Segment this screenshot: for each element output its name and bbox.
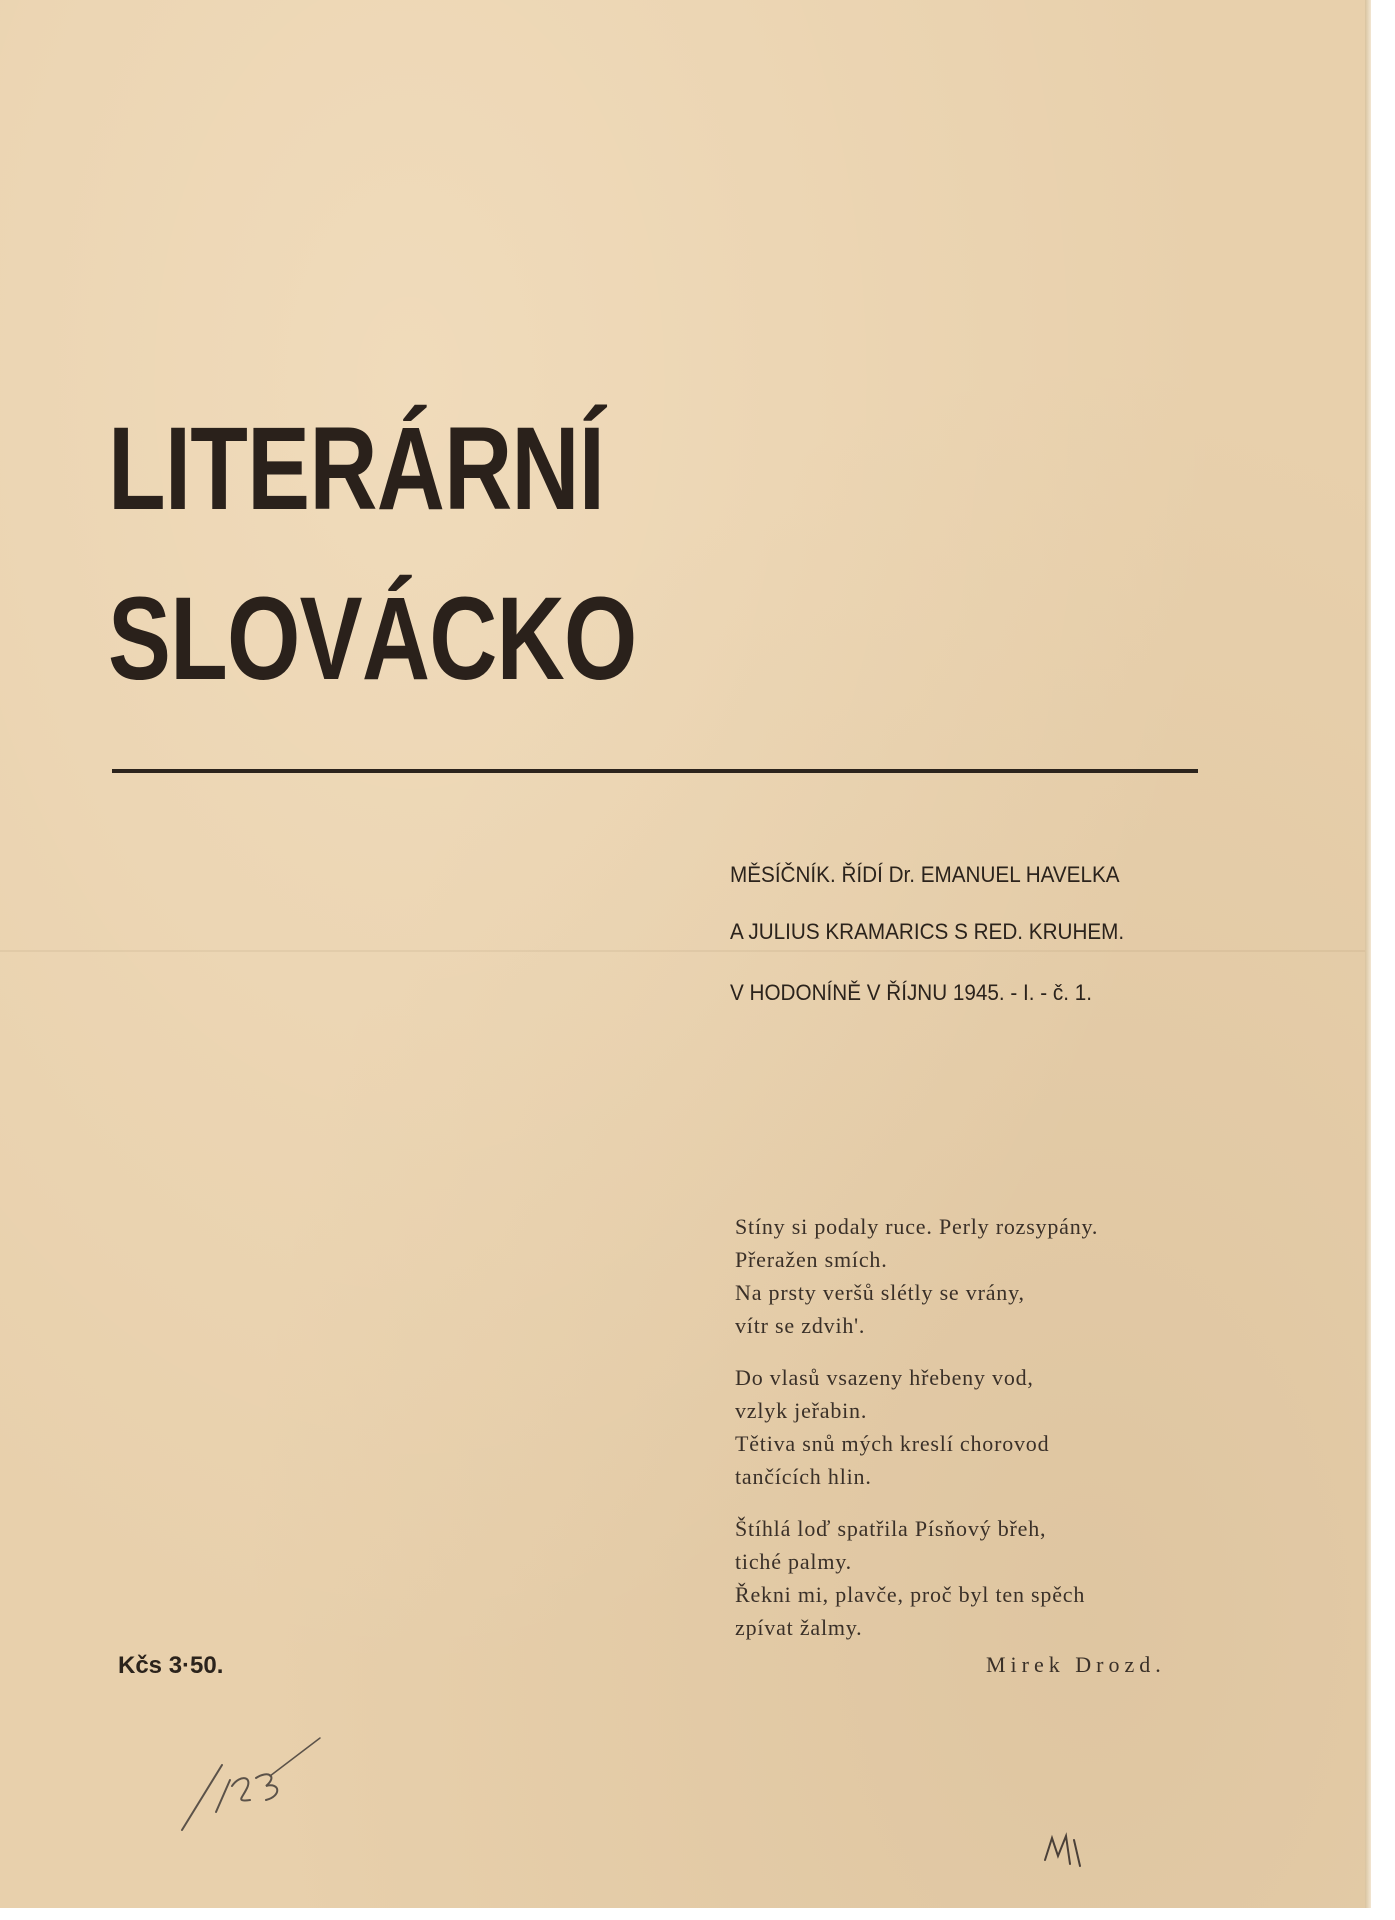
- paper-crease: [0, 950, 1365, 952]
- poem-verse: Štíhlá loď spatřila Písňový břeh,: [735, 1516, 1047, 1541]
- cover-title-line-2: SLOVÁCKO: [108, 573, 637, 705]
- poem-verse: Tětiva snů mých kreslí chorovod: [735, 1431, 1050, 1456]
- poem-verse: zpívat žalmy.: [735, 1615, 863, 1640]
- poem-stanza: [735, 1361, 1098, 1493]
- title-divider: [112, 769, 1198, 773]
- poem-verse: vzlyk jeřabin.: [735, 1398, 868, 1423]
- poem-verse: tiché palmy.: [735, 1549, 852, 1574]
- poem-verse: Na prsty veršů slétly se vrány,: [735, 1280, 1025, 1305]
- poem-stanza: [735, 1210, 1098, 1342]
- pencil-mark: [1040, 1830, 1090, 1875]
- handwritten-note: [170, 1720, 330, 1840]
- poem-verse: Řekni mi, plavče, proč byl ten spěch: [735, 1582, 1086, 1607]
- poem-author: Mirek Drozd.: [986, 1652, 1166, 1677]
- masthead-line: V HODONÍNĚ V ŘÍJNU 1945. - I. - č. 1.: [730, 980, 1092, 1005]
- poem-stanza: [735, 1512, 1098, 1644]
- poem-verse: vítr se zdvih'.: [735, 1313, 866, 1338]
- masthead-line: A JULIUS KRAMARICS S RED. KRUHEM.: [730, 919, 1125, 944]
- cover-title-line-1: LITERÁRNÍ: [108, 403, 605, 535]
- poem-verse: Přeražen smích.: [735, 1247, 888, 1272]
- poem-verse: tančících hlin.: [735, 1464, 872, 1489]
- poem-verse: Do vlasů vsazeny hřebeny vod,: [735, 1365, 1034, 1390]
- poem: [735, 1210, 1098, 1663]
- price-label: Kčs 3·50.: [118, 1652, 224, 1679]
- masthead-line: MĚSÍČNÍK. ŘÍDÍ Dr. EMANUEL HAVELKA: [730, 862, 1120, 887]
- poem-verse: Stíny si podaly ruce. Perly rozsypány.: [735, 1214, 1099, 1239]
- paper-edge: [1365, 0, 1371, 1908]
